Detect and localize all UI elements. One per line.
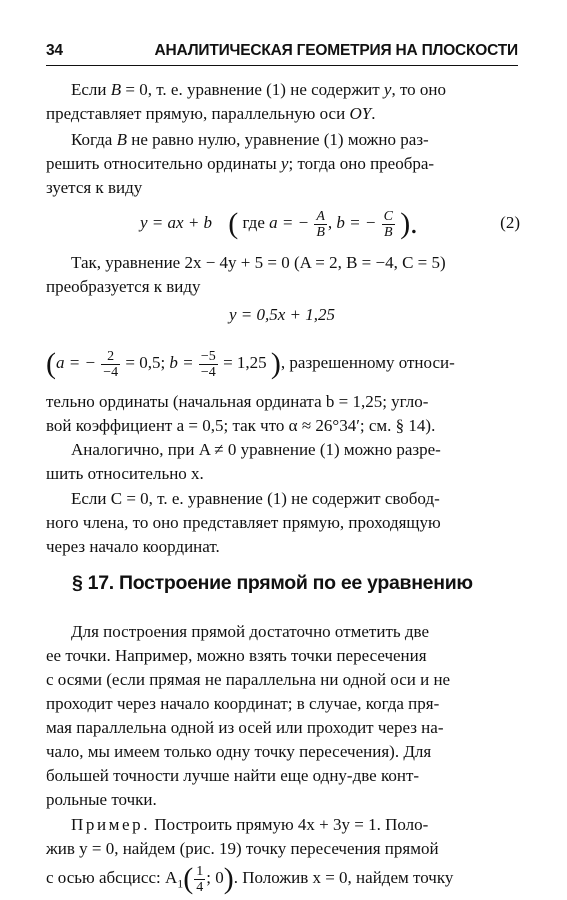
p3-line1: Так, уравнение 2x − 4y + 5 = 0 (A = 2, B = −4, C = 5): [71, 253, 446, 272]
equation-2: y = ax + b ( где a = − $\frac{A}{B}$ , b = − $\frac{C}{B}$ ). (2): [140, 203, 520, 243]
p8-fraction: $\frac{1}{4}$: [196, 863, 204, 895]
eq2-number: (2): [500, 213, 520, 232]
p7-line4: проходит через начало координат; в случае, когда пря-: [46, 694, 440, 713]
p8-line3: с осью абсцисс: $A_1$( $\frac{1}{4}$ ; 0). Положив x = 0, найдем точку: [46, 862, 454, 896]
p2-line3: зуется к виду: [46, 178, 143, 197]
p2-line1: Когда B не равно нулю, уравнение (1) можно раз-: [71, 130, 429, 149]
p7-line3: с осями (если прямая не параллельна ни одной оси и не: [46, 670, 451, 689]
p6-line3: через начало координат.: [46, 537, 220, 556]
p4-fraction-2: $\frac{-5}{-4}$: [200, 348, 216, 380]
p8-line2: жив y = 0, найдем (рис. 19) точку пересечения прямой: [46, 839, 439, 858]
eq2-fraction-a: $\frac{A}{B}$: [316, 208, 325, 240]
p7-line1: Для построения прямой достаточно отметить две: [71, 622, 430, 641]
p8-line1: Пример. Построить прямую 4x + 3y = 1. Поло-: [71, 815, 429, 834]
p1-line1: Если B = 0, т. е. уравнение (1) не содержит y, то оно: [71, 80, 446, 99]
p5-line1: Аналогично, при A ≠ 0 уравнение (1) можно разре-: [71, 440, 441, 459]
page-number: 34: [46, 42, 63, 59]
running-title: АНАЛИТИЧЕСКАЯ ГЕОМЕТРИЯ НА ПЛОСКОСТИ: [154, 42, 518, 59]
p7-line5: мая параллельна одной из осей или проходит через на-: [46, 718, 444, 737]
example-label: Пример.: [71, 815, 151, 834]
book-page: [46, 42, 518, 66]
eq2-open-paren: (: [228, 207, 239, 241]
p4-line1: (a = − $\frac{2}{-4}$ = 0,5; b = $\frac{-5}{-4}$ = 1,25 ), разрешенному относи-: [46, 347, 455, 381]
p7-line7: большей точности лучше найти еще одну-две конт-: [46, 766, 420, 785]
p5-line2: шить относительно x.: [46, 464, 204, 483]
p7-line8: рольные точки.: [46, 790, 157, 809]
p4-line3: вой коэффициент a = 0,5; так что α ≈ 26°34′; см. § 14).: [46, 416, 436, 435]
equation-3: y = 0,5x + 1,25: [228, 305, 336, 324]
p4-fraction-1: $\frac{2}{-4}$: [103, 348, 119, 380]
p1-line2: представляет прямую, параллельную оси OY.: [46, 104, 376, 123]
p6-line1: Если C = 0, т. е. уравнение (1) не содержит свобод-: [71, 489, 440, 508]
eq2-fraction-b: $\frac{C}{B}$: [383, 208, 393, 240]
p7-line2: ее точки. Например, можно взять точки пересечения: [46, 646, 427, 665]
eq2-close-paren: ).: [400, 207, 418, 241]
p3-line2: преобразуется к виду: [46, 277, 201, 296]
header-rule: [46, 65, 518, 66]
page-header: [46, 42, 518, 60]
p7-line6: чало, мы имеем только одну точку пересечения). Для: [46, 742, 432, 761]
section-title: § 17. Построение прямой по ее уравнению: [72, 572, 473, 594]
p4-line2: тельно ординаты (начальная ордината b = 1,25; угло-: [46, 392, 429, 411]
p6-line2: ного члена, то оно представляет прямую, проходящую: [46, 513, 441, 532]
eq2-lhs: y = ax + b: [140, 213, 213, 232]
p2-line2: решить относительно ординаты y; тогда оно преобра-: [46, 154, 435, 173]
